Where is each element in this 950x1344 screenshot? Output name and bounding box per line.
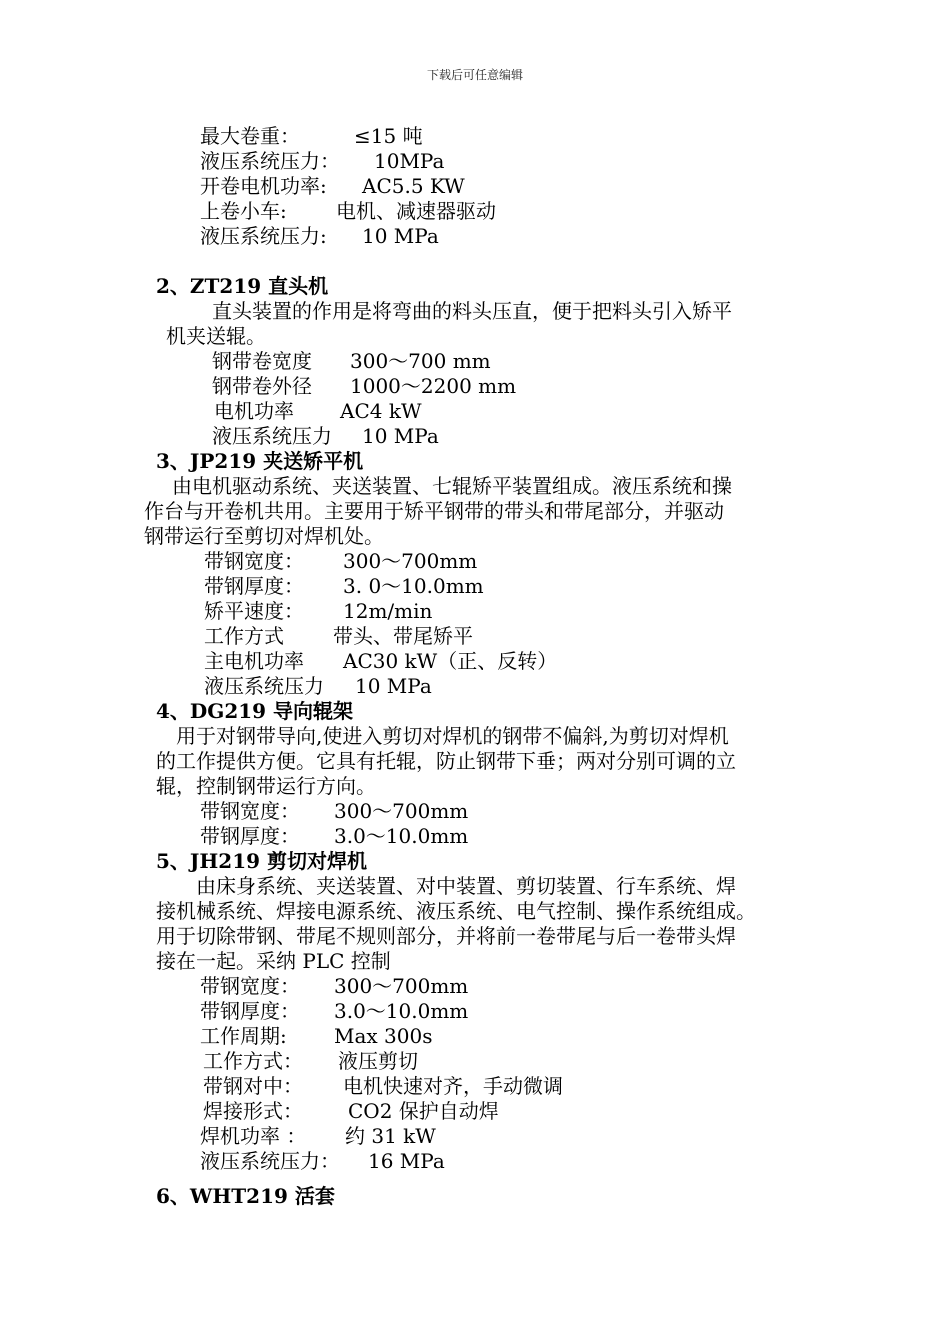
spec-value: 10 MPa bbox=[355, 674, 432, 698]
spec-value: 300～700 mm bbox=[350, 349, 491, 373]
page-header: 下载后可任意编辑 bbox=[426, 68, 523, 82]
spec-value: 3. 0～10.0mm bbox=[343, 574, 484, 598]
paragraph-line: 接在一起。采纳 PLC 控制 bbox=[156, 949, 391, 973]
paragraph-line: 由床身系统、夹送装置、对中装置、剪切装置、行车系统、焊 bbox=[196, 874, 736, 898]
spec-label: 钢带卷宽度 bbox=[212, 349, 312, 373]
spec-value: 3.0～10.0mm bbox=[334, 999, 469, 1023]
spec-value: 16 MPa bbox=[368, 1149, 445, 1173]
section-title: 6、WHT219 活套 bbox=[156, 1184, 335, 1208]
section-title: 3、JP219 夹送矫平机 bbox=[156, 449, 364, 473]
spec-value: 电机快速对齐，手动微调 bbox=[343, 1074, 563, 1098]
spec-value: 液压剪切 bbox=[338, 1049, 418, 1073]
paragraph-line: 用于切除带钢、带尾不规则部分，并将前一卷带尾与后一卷带头焊 bbox=[156, 924, 736, 948]
spec-label: 液压系统压力: bbox=[200, 224, 327, 248]
spec-value: 10 MPa bbox=[362, 424, 439, 448]
spec-label: 带钢厚度： bbox=[200, 999, 300, 1023]
spec-value: 12m/min bbox=[343, 599, 433, 623]
spec-value: 3.0～10.0mm bbox=[334, 824, 469, 848]
spec-label: 钢带卷外径 bbox=[212, 374, 312, 398]
spec-label: 带钢宽度： bbox=[200, 974, 300, 998]
paragraph-line: 直头装置的作用是将弯曲的料头压直，便于把料头引入矫平 bbox=[212, 299, 732, 323]
paragraph-line: 由电机驱动系统、夹送装置、七辊矫平装置组成。液压系统和操 bbox=[172, 474, 732, 498]
spec-value: 带头、带尾矫平 bbox=[333, 624, 473, 648]
spec-value: 10MPa bbox=[374, 149, 445, 173]
spec-value: 约 31 kW bbox=[345, 1124, 436, 1148]
spec-value: ≤15 吨 bbox=[354, 124, 423, 148]
spec-value: AC5.5 KW bbox=[362, 174, 465, 198]
spec-label: 焊机功率 ： bbox=[200, 1124, 307, 1148]
spec-label: 带钢对中： bbox=[203, 1074, 303, 1098]
spec-label: 焊接形式： bbox=[203, 1099, 303, 1123]
section-title: 5、JH219 剪切对焊机 bbox=[156, 849, 367, 873]
section-title: 4、DG219 导向辊架 bbox=[156, 699, 354, 723]
spec-value: 300～700mm bbox=[334, 974, 469, 998]
paragraph-line: 机夹送辊。 bbox=[166, 324, 266, 348]
spec-value: AC4 kW bbox=[340, 399, 422, 423]
spec-label: 液压系统压力 bbox=[204, 674, 324, 698]
spec-label: 最大卷重： bbox=[200, 124, 300, 148]
spec-label: 工作周期: bbox=[200, 1024, 287, 1048]
spec-value: 1000～2200 mm bbox=[350, 374, 517, 398]
spec-label: 工作方式： bbox=[203, 1049, 303, 1073]
spec-label: 带钢厚度： bbox=[204, 574, 304, 598]
paragraph-line: 的工作提供方便。它具有托辊，防止钢带下垂；两对分别可调的立 bbox=[156, 749, 736, 773]
paragraph-line: 接机械系统、焊接电源系统、液压系统、电气控制、操作系统组成。 bbox=[156, 899, 756, 923]
spec-label: 工作方式 bbox=[204, 624, 284, 648]
spec-value: Max 300s bbox=[334, 1024, 433, 1048]
spec-label: 带钢宽度： bbox=[200, 799, 300, 823]
spec-label: 液压系统压力： bbox=[200, 1149, 340, 1173]
spec-label: 液压系统压力 bbox=[212, 424, 332, 448]
spec-label: 电机功率 bbox=[214, 399, 294, 423]
spec-label: 带钢宽度： bbox=[204, 549, 304, 573]
spec-value: CO2 保护自动焊 bbox=[348, 1099, 499, 1123]
paragraph-line: 钢带运行至剪切对焊机处。 bbox=[144, 524, 384, 548]
spec-value: 300～700mm bbox=[334, 799, 469, 823]
section-title: 2、ZT219 直头机 bbox=[156, 274, 329, 298]
spec-value: AC30 kW（正、反转） bbox=[343, 649, 558, 673]
spec-label: 主电机功率 bbox=[204, 649, 304, 673]
spec-value: 电机、减速器驱动 bbox=[336, 199, 496, 223]
spec-value: 300～700mm bbox=[343, 549, 478, 573]
spec-label: 带钢厚度： bbox=[200, 824, 300, 848]
paragraph-line: 辊，控制钢带运行方向。 bbox=[156, 774, 376, 798]
spec-label: 液压系统压力： bbox=[200, 149, 340, 173]
spec-label: 上卷小车: bbox=[200, 199, 287, 223]
spec-value: 10 MPa bbox=[362, 224, 439, 248]
spec-label: 开卷电机功率: bbox=[200, 174, 327, 198]
paragraph-line: 用于对钢带导向,使进入剪切对焊机的钢带不偏斜,为剪切对焊机 bbox=[176, 724, 729, 748]
paragraph-line: 作台与开卷机共用。主要用于矫平钢带的带头和带尾部分，并驱动 bbox=[144, 499, 724, 523]
spec-label: 矫平速度： bbox=[204, 599, 304, 623]
